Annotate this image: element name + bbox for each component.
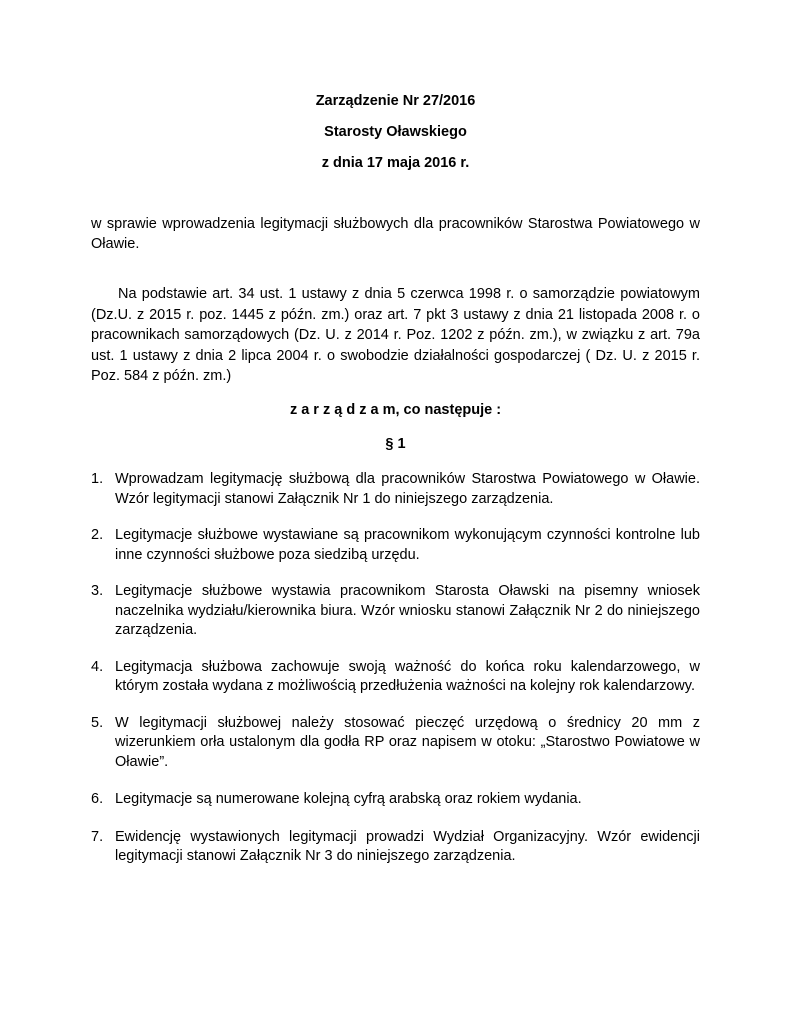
list-item — [91, 582, 700, 641]
list-item — [91, 790, 700, 810]
list-item — [91, 526, 700, 565]
legal-basis-paragraph: Na podstawie art. 34 ust. 1 ustawy z dnia 5 czerwca 1998 r. o samorządzie powiatowym (Dz.U. z 2015 r. poz. 1445 z późn. zm.) oraz art. 7 pkt 3 ustawy z dnia 21 listopada 2008 r. o pracownikach samorządowych (Dz. U. z 2014 r. Poz. 1202 z późn. zm.), w związku z art. 79a ust. 1 ustawy z dnia 2 lipca 2004 r. o swobodzie działalności gospodarczej ( Dz. U. z 2015 r. Poz. 584 z późn. zm.) — [91, 286, 700, 384]
list-item-text: Wprowadzam legitymację służbową dla pracowników Starostwa Powiatowego w Oławie. Wzór legitymacji stanowi Załącznik Nr 1 do niniejszego zarządzenia. — [115, 471, 700, 507]
list-item-number: 5. — [91, 714, 104, 731]
document-subject: w sprawie wprowadzenia legitymacji służbowych dla pracowników Starostwa Powiatowego w Oławie. — [91, 216, 700, 252]
list-item-text: Ewidencję wystawionych legitymacji prowadzi Wydział Organizacyjny. Wzór ewidencji legitymacji stanowi Załącznik Nr 3 do niniejszego zarządzenia. — [115, 828, 700, 864]
list-item-number: 7. — [91, 828, 104, 845]
list-item-text: Legitymacje służbowe wystawiane są pracownikom wykonującym czynności kontrolne lub inne czynności służbowe poza siedzibą urzędu. — [115, 527, 700, 563]
document-issuer: Starosty Oławskiego — [324, 124, 467, 140]
list-item — [91, 828, 700, 867]
section-heading: § 1 — [385, 436, 406, 452]
decree-heading: z a r z ą d z a m, co następuje : — [289, 402, 502, 418]
list-item-text: Legitymacje służbowe wystawia pracownikom Starosta Oławski na pisemny wniosek naczelnika wydziału/kierownika biura. Wzór wniosku stanowi Załącznik Nr 2 do niniejszego zarządzenia. — [115, 583, 700, 638]
list-item — [91, 658, 700, 697]
list-item-number: 1. — [91, 471, 104, 487]
list-item-text: W legitymacji służbowej należy stosować pieczęć urzędową o średnicy 20 mm z wizerunkiem orła ustalonym dla godła RP oraz napisem w otoku: „Starostwo Powiatowe w Oławie”. — [115, 714, 700, 770]
list-item-text: Legitymacja służbowa zachowuje swoją ważność do końca roku kalendarzowego, w którym została wydana z możliwością przedłużenia ważności na kolejny rok kalendarzowy. — [115, 658, 700, 694]
document-date: z dnia 17 maja 2016 r. — [321, 155, 470, 171]
list-item-number: 3. — [91, 583, 104, 599]
list-item-number: 2. — [91, 527, 104, 543]
list-item-number: 6. — [91, 791, 104, 807]
list-item — [91, 470, 700, 509]
list-item-number: 4. — [91, 658, 104, 675]
document-title: Zarządzenie Nr 27/2016 — [315, 93, 476, 109]
list-item-text: Legitymacje są numerowane kolejną cyfrą arabską oraz rokiem wydania. — [115, 791, 582, 807]
provisions-list — [91, 470, 700, 867]
list-item — [91, 714, 700, 773]
